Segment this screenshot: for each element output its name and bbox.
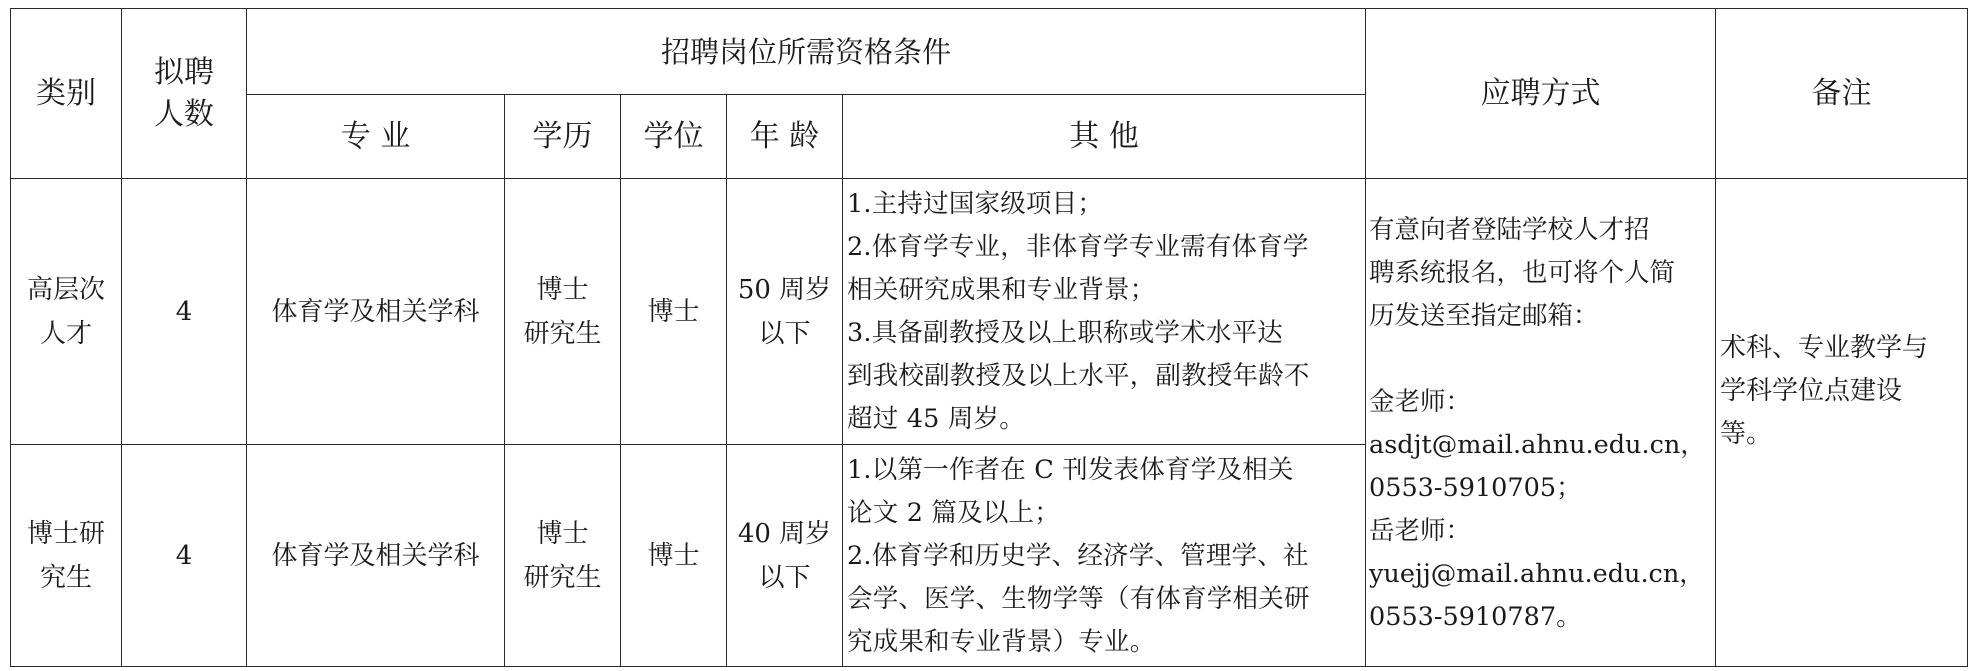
phone-jin: 0553-5910705； [1369,473,1582,503]
remarks-cell: 术科、专业教学与 学科学位点建设 等。 [1716,179,1968,667]
header-planned-count-line2: 人数 [154,96,214,132]
row2-category: 博士研 究生 [11,445,122,667]
row2-education: 博士 研究生 [505,445,621,667]
header-remarks: 备注 [1716,9,1968,179]
row2-count: 4 [122,445,247,667]
header-major: 专 业 [247,95,505,179]
application-method-cell: 有意向者登陆学校人才招 聘系统报名，也可将个人简 历发送至指定邮箱： 金老师： asdjt@mail.ahnu.edu.cn， 0553-5910705； 岳老师： yuejj@mail.ahnu.edu.cn， 0553-5910787。 [1366,179,1716,667]
row1-category: 高层次 人才 [11,179,122,445]
row2-degree: 博士 [621,445,727,667]
row1-major: 体育学及相关学科 [247,179,505,445]
row2-major: 体育学及相关学科 [247,445,505,667]
email-jin: asdjt@mail.ahnu.edu.cn， [1369,430,1706,460]
row1-degree: 博士 [621,179,727,445]
header-category: 类别 [11,9,122,179]
header-planned-count [122,9,247,179]
header-other: 其 他 [843,95,1366,179]
header-application-method: 应聘方式 [1366,9,1716,179]
row2-other: 1.以第一作者在 C 刊发表体育学及相关 论文 2 篇及以上； 2.体育学和历史学、经济学、管理学、社 会学、医学、生物学等（有体育学相关研 究成果和专业背景）专业。 [843,445,1366,667]
email-yue: yuejj@mail.ahnu.edu.cn， [1369,559,1705,589]
table-row [11,179,1968,445]
row1-other: 1.主持过国家级项目； 2.体育学专业，非体育学专业需有体育学 相关研究成果和专业背景； 3.具备副教授及以上职称或学术水平达 到我校副教授及以上水平，副教授年龄不 超过 45 周岁。 [843,179,1366,445]
header-planned-count-line1: 拟聘 [154,54,214,90]
header-education: 学历 [505,95,621,179]
recruitment-table [10,8,1968,667]
row2-age: 40 周岁 以下 [727,445,843,667]
phone-yue: 0553-5910787。 [1369,602,1582,632]
header-age: 年 龄 [727,95,843,179]
row1-count: 4 [122,179,247,445]
row1-education: 博士 研究生 [505,179,621,445]
header-qualifications: 招聘岗位所需资格条件 [247,9,1366,95]
row1-age: 50 周岁 以下 [727,179,843,445]
header-degree: 学位 [621,95,727,179]
